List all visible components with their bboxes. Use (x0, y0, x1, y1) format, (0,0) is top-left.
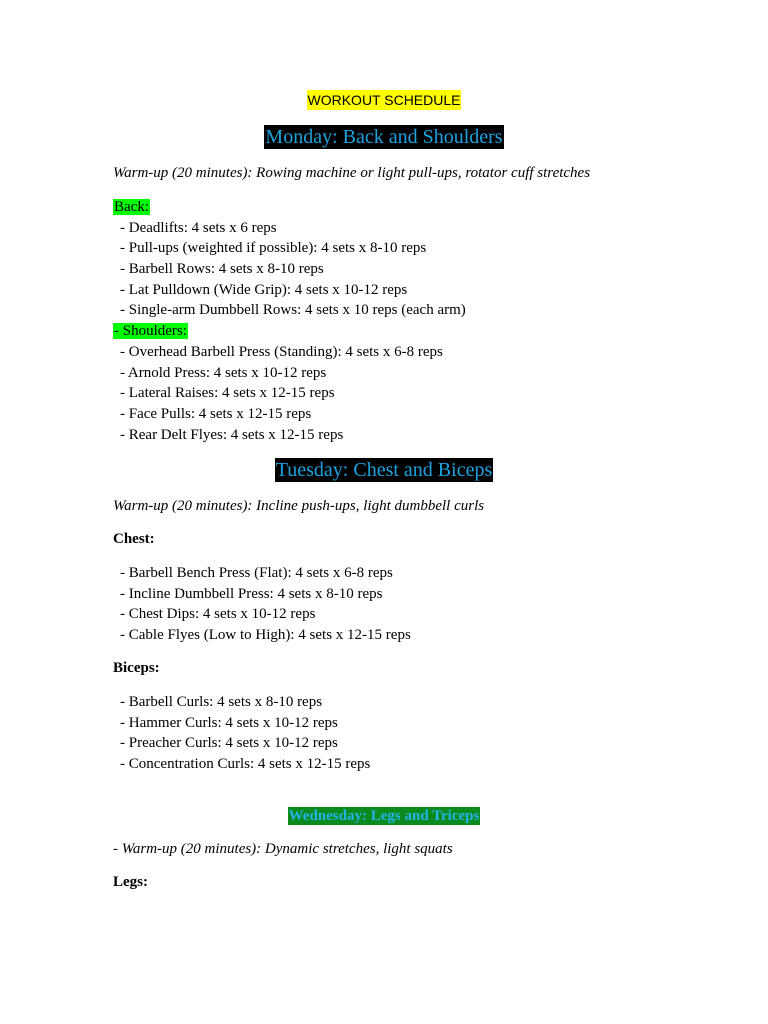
list-item: - Lat Pulldown (Wide Grip): 4 sets x 10-12 reps (120, 281, 408, 298)
monday-heading: Monday: Back and Shoulders (265, 126, 503, 148)
document-title-line (0, 92, 768, 109)
monday-heading-line (0, 126, 768, 148)
list-item: - Arnold Press: 4 sets x 10-12 reps (120, 364, 327, 381)
monday-warmup: Warm-up (20 minutes): Rowing machine or light pull-ups, rotator cuff stretches (113, 165, 591, 181)
list-item: - Barbell Bench Press (Flat): 4 sets x 6-8 reps (120, 565, 393, 581)
list-item: - Lateral Raises: 4 sets x 12-15 reps (120, 385, 335, 402)
list-item: - Barbell Curls: 4 sets x 8-10 reps (120, 694, 323, 710)
list-item: - Incline Dumbbell Press: 4 sets x 8-10 reps (120, 585, 383, 602)
chest-list (113, 563, 411, 646)
list-item: - Hammer Curls: 4 sets x 10-12 reps (120, 714, 338, 731)
tuesday-warmup: Warm-up (20 minutes): Incline push-ups, light dumbbell curls (113, 498, 485, 514)
list-item: - Single-arm Dumbbell Rows: 4 sets x 10 reps (each arm) (120, 302, 466, 319)
list-item: - Cable Flyes (Low to High): 4 sets x 12-15 reps (120, 627, 411, 644)
list-item: - Deadlifts: 4 sets x 6 reps (120, 219, 277, 236)
legs-label: Legs: (113, 874, 148, 890)
wednesday-warmup: - Warm-up (20 minutes): Dynamic stretches, light squats (113, 841, 453, 857)
chest-label: Chest: (113, 531, 155, 547)
list-item: - Chest Dips: 4 sets x 10-12 reps (120, 606, 316, 623)
document-title: WORKOUT SCHEDULE (307, 92, 461, 108)
list-item: - Rear Delt Flyes: 4 sets x 12-15 reps (120, 426, 344, 443)
tuesday-heading: Tuesday: Chest and Biceps (275, 459, 493, 481)
wednesday-heading-line (0, 807, 768, 825)
biceps-label: Biceps: (113, 660, 160, 676)
tuesday-heading-line (0, 459, 768, 481)
biceps-list (113, 692, 370, 775)
monday-list (113, 197, 466, 445)
list-item: - Face Pulls: 4 sets x 12-15 reps (120, 405, 312, 422)
back-label-line (113, 197, 466, 218)
back-label: Back: (114, 199, 149, 215)
list-item: - Pull-ups (weighted if possible): 4 sets x 8-10 reps (120, 240, 427, 257)
wednesday-heading: Wednesday: Legs and Triceps (288, 808, 480, 824)
list-item: - Preacher Curls: 4 sets x 10-12 reps (120, 735, 338, 752)
list-item: - Concentration Curls: 4 sets x 12-15 reps (120, 756, 371, 773)
shoulders-label: - Shoulders: (114, 323, 187, 340)
shoulders-label-line (113, 321, 466, 342)
list-item: - Overhead Barbell Press (Standing): 4 sets x 6-8 reps (120, 343, 443, 360)
list-item: - Barbell Rows: 4 sets x 8-10 reps (120, 261, 324, 278)
